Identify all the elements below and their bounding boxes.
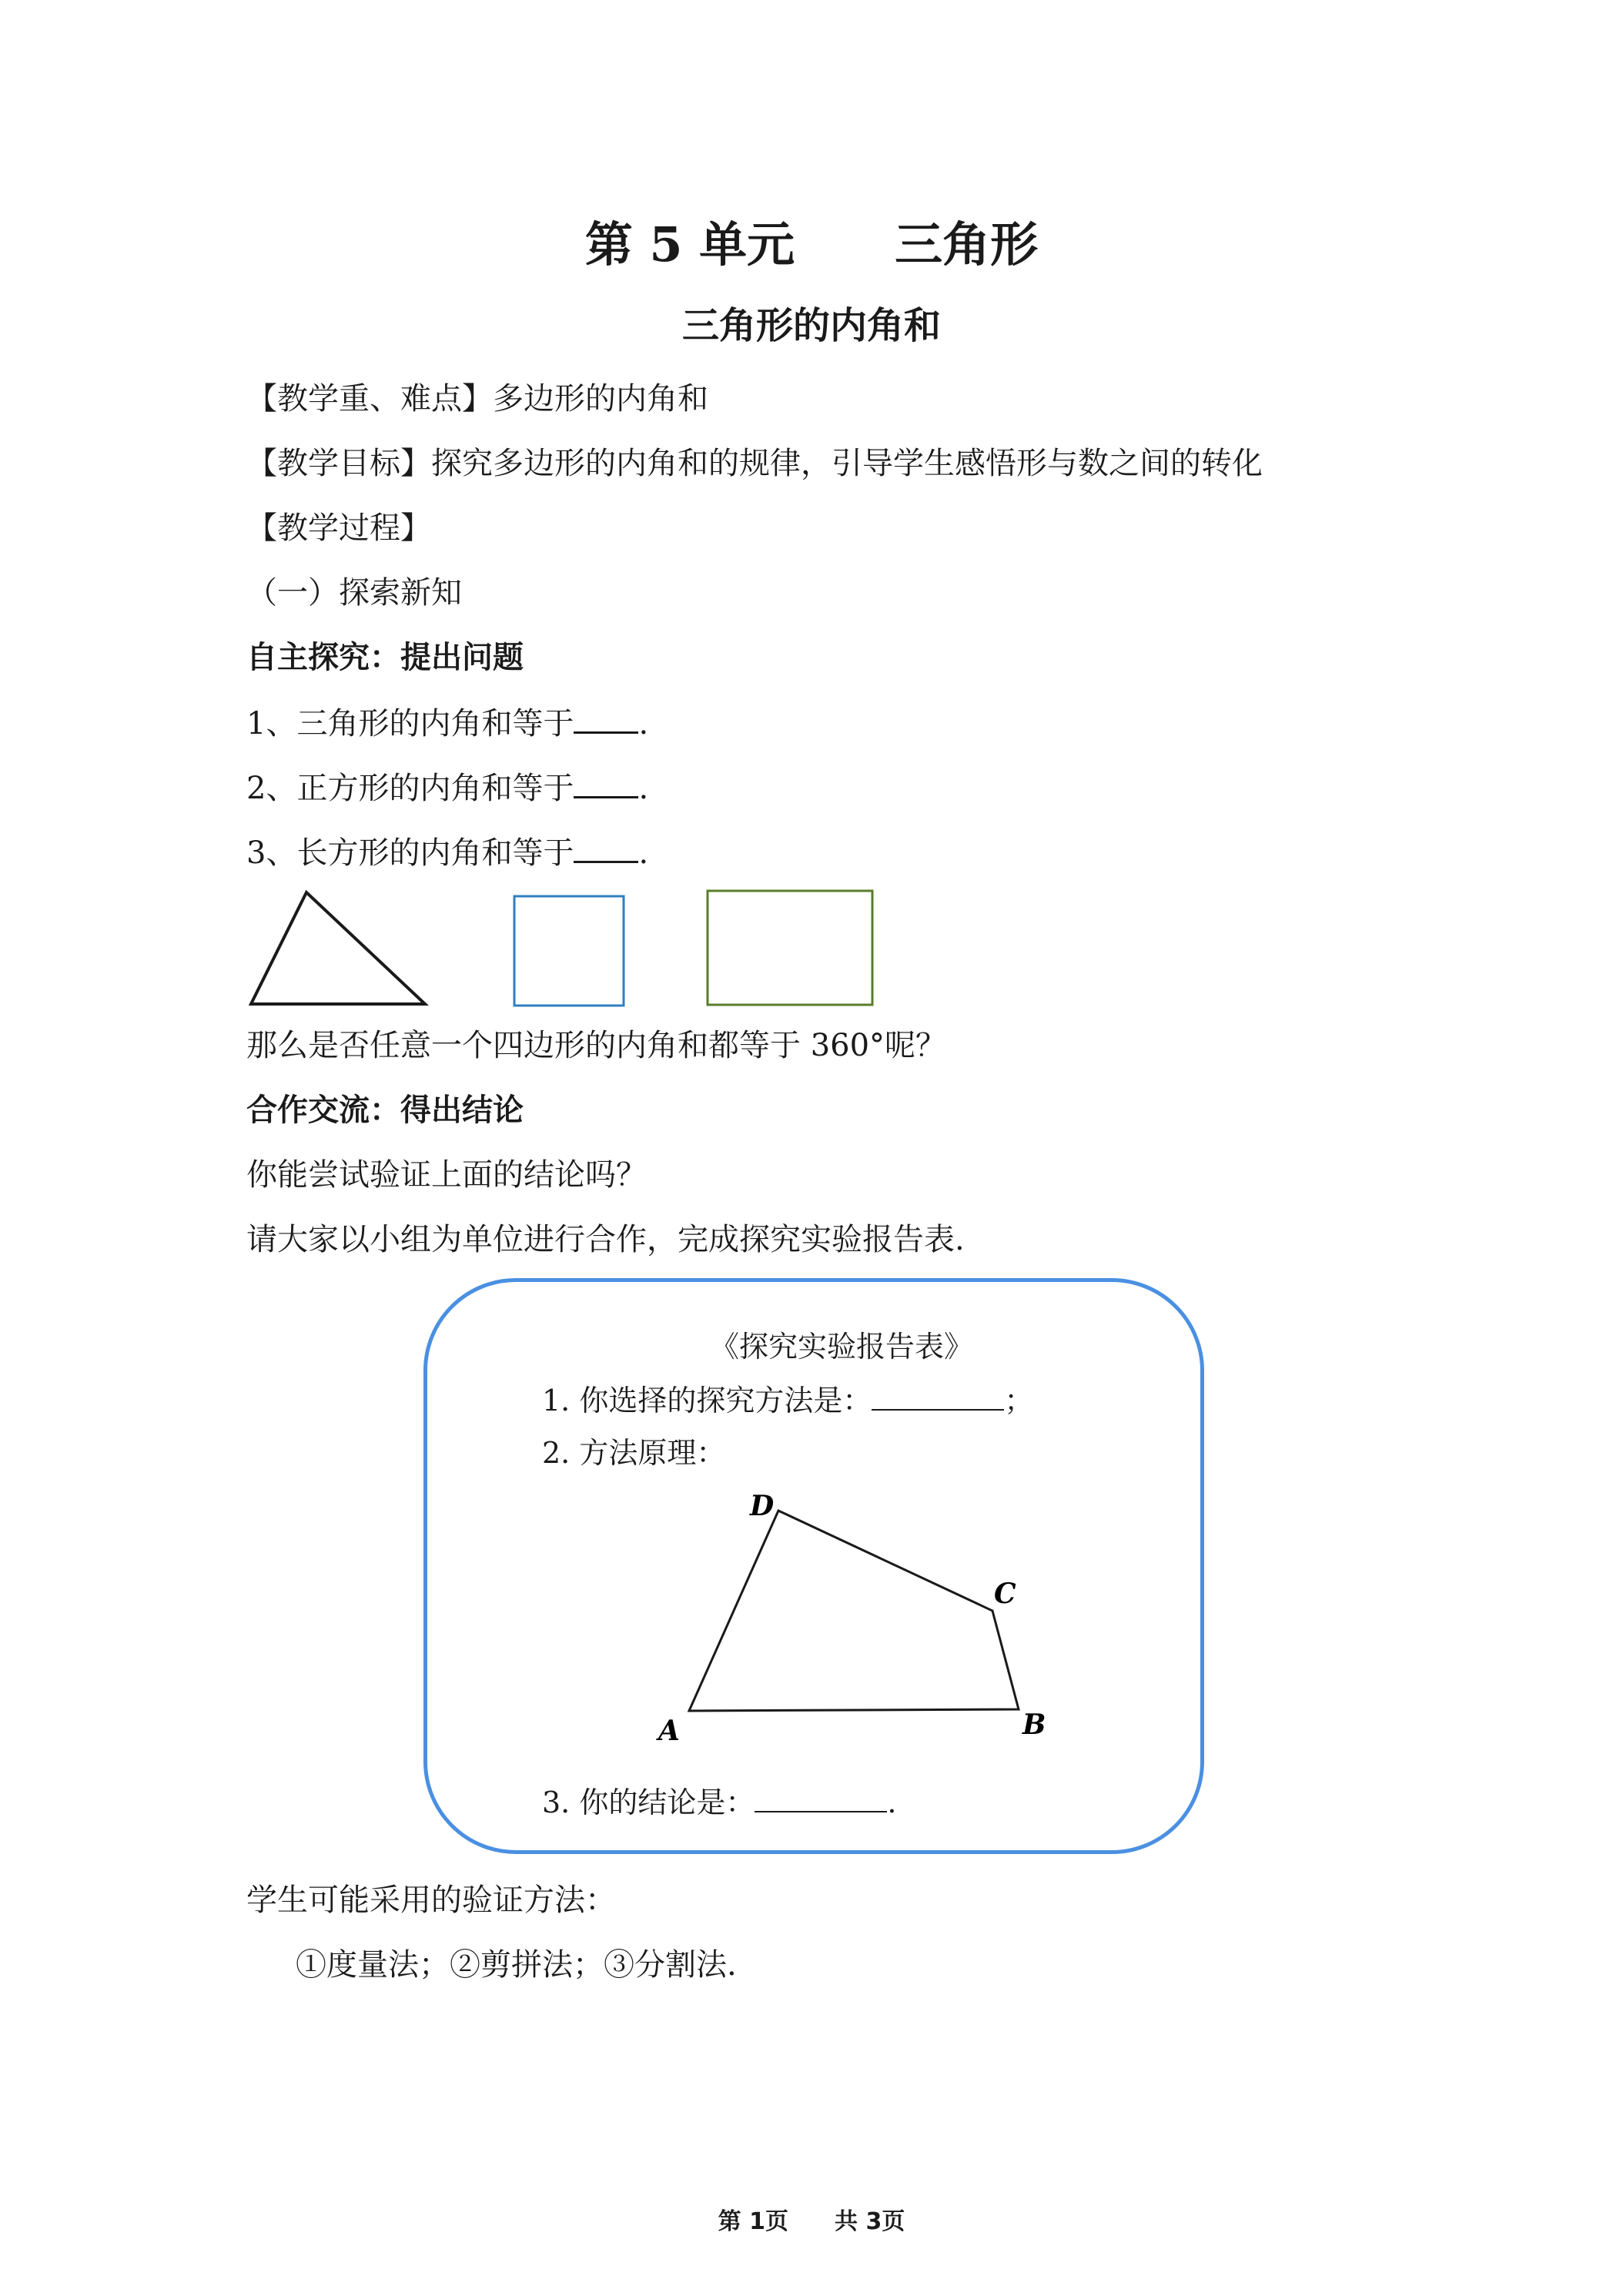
report-title: 《探究实验报告表》 — [710, 1330, 974, 1364]
focus-text: 多边形的内角和 — [493, 381, 708, 417]
quadrilateral-question: 那么是否任意一个四边形的内角和都等于 360°呢？ — [246, 1028, 947, 1063]
report-item-3: 3. 你的结论是： . — [542, 1779, 896, 1821]
unit-number: 第 5 单元 — [584, 216, 795, 273]
process-label: 【教学过程】 — [246, 510, 431, 546]
question-3: 3、长方形的内角和等于 . — [246, 830, 648, 875]
methods-list: ①度量法；②剪拼法；③分割法. — [296, 1947, 737, 1983]
page-number: 第 1页 — [718, 2208, 788, 2235]
section-heading: （一）探索新知 — [246, 575, 462, 611]
question-1: 1、三角形的内角和等于 . — [246, 701, 648, 745]
vertex-label-b: B — [1022, 1709, 1046, 1741]
goal-text: 探究多边形的内角和的规律，引导学生感悟形与数之间的转化 — [431, 446, 1263, 481]
report-item-2: 2. 方法原理： — [542, 1436, 726, 1470]
unit-title: 三角形 — [895, 216, 1039, 273]
vertex-label-a: A — [658, 1715, 680, 1747]
prompt-verify: 你能尝试验证上面的结论吗？ — [246, 1157, 647, 1193]
prompt-group-work: 请大家以小组为单位进行合作，完成探究实验报告表. — [246, 1222, 965, 1257]
question-2: 2、正方形的内角和等于 . — [246, 765, 648, 810]
subheading-explore: 自主探究：提出问题 — [246, 640, 524, 675]
subheading-cooperate: 合作交流：得出结论 — [246, 1093, 524, 1128]
page-total: 共 3页 — [835, 2208, 905, 2235]
lesson-title: 三角形的内角和 — [681, 304, 941, 347]
goal-label: 【教学目标】 — [246, 446, 431, 481]
vertex-label-c: C — [994, 1578, 1016, 1610]
page-footer — [0, 2202, 1623, 2236]
quadrilateral-abcd — [689, 1511, 1019, 1711]
focus-label: 【教学重、难点】 — [246, 381, 493, 417]
conclusion-blank[interactable] — [755, 1783, 887, 1812]
report-item-1: 1. 你选择的探究方法是： ； — [542, 1377, 1033, 1419]
vertex-label-d: D — [750, 1490, 775, 1522]
methods-intro: 学生可能采用的验证方法： — [246, 1883, 616, 1918]
